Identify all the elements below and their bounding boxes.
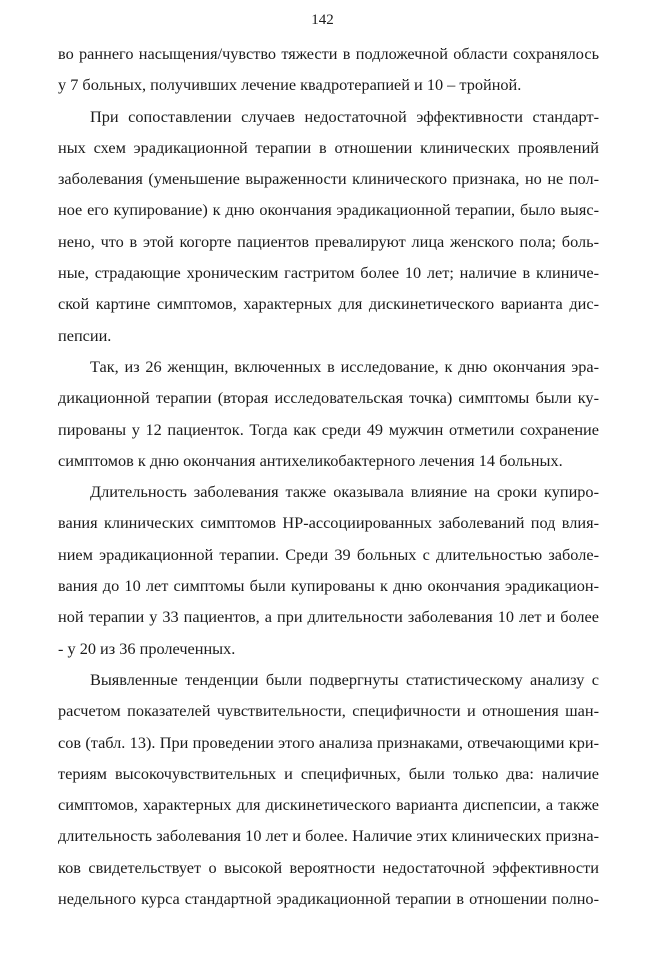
page-number: 142 [311,12,334,28]
text-line: Длительность заболевания также оказывала влияние на сроки купиро- [90,482,599,502]
text-line: ные, страдающие хроническим гастритом более 10 лет; наличие в клиниче- [58,263,599,283]
text-line: нено, что в этой когорте пациентов превалируют лица женского пола; боль- [58,231,599,251]
text-line: вания до 10 лет симптомы были купированы к дню окончания эрадикацион- [58,576,599,596]
text-line: ное его купирование) к дню окончания эрадикационной терапии, было выяс- [58,200,599,220]
text-line: ской картине симптомов, характерных для дискинетического варианта дис- [58,294,599,314]
text-line: - у 20 из 36 пролеченных. [58,638,236,658]
text-line: длительность заболевания 10 лет и более. Наличие этих клинических призна- [58,826,599,846]
text-line: ных схем эрадикационной терапии в отношении клинических проявлений [58,137,599,157]
text-line: нием эрадикационной терапии. Среди 39 больных с длительностью заболе- [58,544,599,564]
text-line: симптомов, характерных для дискинетического варианта диспепсии, а также [58,795,599,815]
text-line: вания клинических симптомов НР-ассоциированных заболеваний под влия- [58,513,599,533]
text-line: Так, из 26 женщин, включенных в исследование, к дню окончания эра- [90,356,599,376]
text-line: Выявленные тенденции были подвергнуты статистическому анализу с [90,669,599,689]
document-body [58,38,599,914]
text-line: у 7 больных, получивших лечение квадротерапией и 10 – тройной. [58,75,522,95]
text-line: во раннего насыщения/чувство тяжести в подложечной области сохранялось [58,44,599,63]
text-line: пепсии. [58,325,112,345]
text-line: сов (табл. 13). При проведении этого анализа признаками, отвечающими кри- [58,732,599,752]
text-line: недельного курса стандартной эрадикационной терапии в отношении полно- [58,889,599,909]
text-line: пированы у 12 пациенток. Тогда как среди 49 мужчин отметили сохранение [58,419,599,439]
text-line: заболевания (уменьшение выраженности клинического признака, но не пол- [58,169,599,189]
text-line: симптомов к дню окончания антихеликобактерного лечения 14 больных. [58,450,563,470]
text-line: расчетом показателей чувствительности, специфичности и отношения шан- [58,701,599,721]
text-line: ков свидетельствует о высокой вероятности недостаточной эффективности [58,857,599,877]
text-line: ной терапии у 33 пациентов, а при длительности заболевания 10 лет и более [58,607,599,627]
text-line: При сопоставлении случаев недостаточной эффективности стандарт- [90,106,599,126]
text-line: дикационной терапии (вторая исследовательская точка) симптомы были ку- [58,388,599,408]
text-line: териям высокочувствительных и специфичных, были только два: наличие [58,763,599,783]
